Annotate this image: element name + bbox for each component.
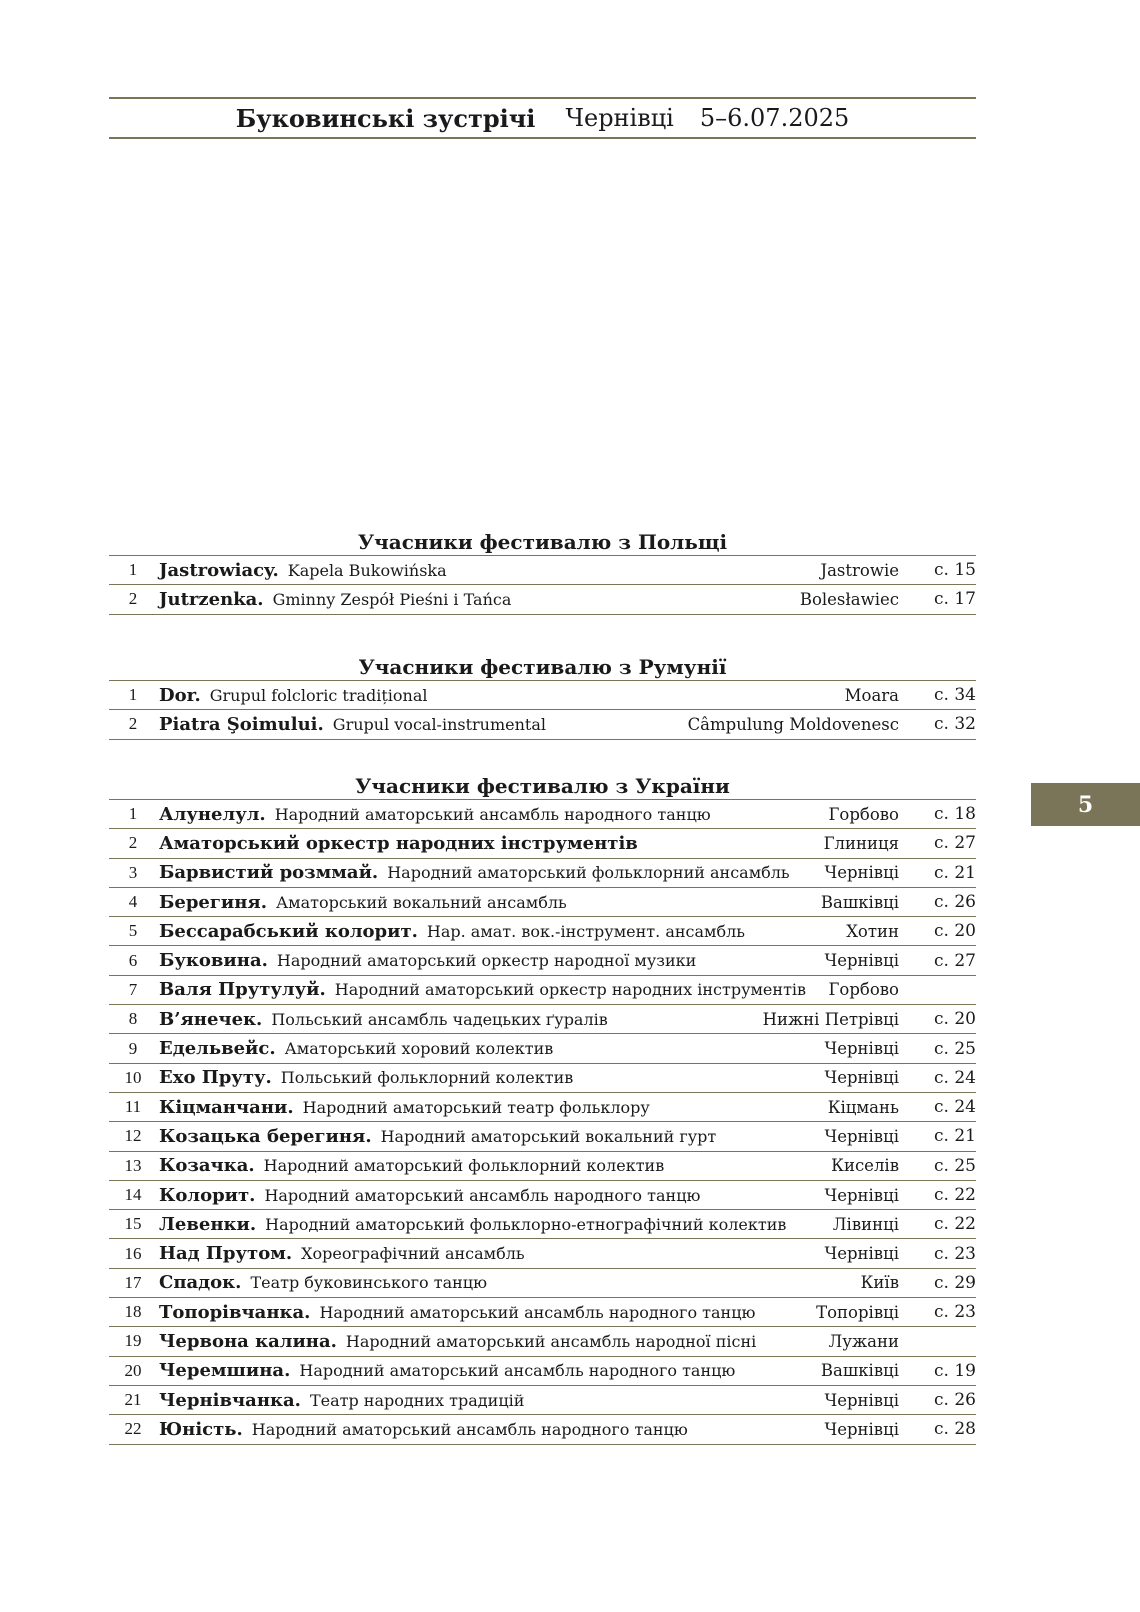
row-number: 1 bbox=[128, 685, 138, 705]
row-number: 11 bbox=[124, 1097, 142, 1117]
participant-row bbox=[109, 829, 976, 858]
ensemble-name: Аматорський оркестр народних інструментів bbox=[159, 832, 638, 854]
ensemble-description: Народний аматорський оркестр народних інструментів bbox=[334, 980, 807, 1000]
section-title: Учасники фестивалю з Румунії bbox=[109, 652, 976, 681]
ensemble-name: Ехо Пруту. bbox=[159, 1067, 272, 1089]
row-number: 1 bbox=[128, 804, 138, 824]
ensemble-description: Gminny Zespół Pieśni i Tańca bbox=[272, 589, 512, 609]
ensemble-name: Jastrowiacy. bbox=[159, 559, 279, 581]
ensemble-name: В’янечек. bbox=[159, 1008, 263, 1030]
participant-list bbox=[109, 800, 976, 1445]
ensemble-description: Народний аматорський ансамбль народної пісні bbox=[345, 1331, 757, 1351]
participant-row bbox=[109, 888, 976, 917]
ensemble-description: Grupul vocal-instrumental bbox=[332, 714, 547, 734]
ensemble-location: Топорівці bbox=[816, 1302, 899, 1322]
ensemble-name: Чернівчанка. bbox=[159, 1389, 301, 1411]
page-reference: с. 19 bbox=[934, 1360, 976, 1381]
ensemble-location: Câmpulung Moldovenesc bbox=[687, 714, 899, 734]
section-title: Учасники фестивалю з Польщі bbox=[109, 527, 976, 556]
ensemble-location: Чернівці bbox=[824, 863, 899, 883]
row-number: 13 bbox=[124, 1155, 142, 1175]
ensemble-description: Народний аматорський фольклорно-етнографічний колектив bbox=[265, 1214, 787, 1234]
participant-row bbox=[109, 800, 976, 829]
ensemble-name: Бессарабський колорит. bbox=[159, 920, 418, 942]
ensemble-description: Народний аматорський ансамбль народного танцю bbox=[274, 804, 711, 824]
ensemble-location: Вашківці bbox=[820, 1361, 899, 1381]
participant-row bbox=[109, 556, 976, 585]
ensemble-name: Dor. bbox=[159, 684, 201, 706]
row-number: 9 bbox=[128, 1038, 138, 1058]
ensemble-description: Народний аматорський ансамбль народного танцю bbox=[264, 1185, 701, 1205]
participant-row bbox=[109, 585, 976, 614]
ensemble-location: Чернівці bbox=[824, 1244, 899, 1264]
ensemble-description: Народний аматорський фольклорний колектив bbox=[263, 1156, 665, 1176]
ensemble-description: Аматорський вокальний ансамбль bbox=[276, 892, 567, 912]
participant-row bbox=[109, 859, 976, 888]
participant-row bbox=[109, 710, 976, 739]
ensemble-location: Горбово bbox=[828, 804, 899, 824]
participant-row bbox=[109, 946, 976, 975]
page-reference: с. 21 bbox=[934, 1126, 976, 1147]
page-reference: с. 28 bbox=[934, 1419, 976, 1440]
row-number: 18 bbox=[124, 1302, 142, 1322]
ensemble-description: Народний аматорський вокальний гурт bbox=[380, 1126, 717, 1146]
ensemble-description: Народний аматорський театр фольклору bbox=[302, 1097, 650, 1117]
page-reference: с. 23 bbox=[934, 1302, 976, 1323]
ensemble-name: Козацька берегиня. bbox=[159, 1125, 372, 1147]
row-number: 1 bbox=[128, 560, 138, 580]
ensemble-location: Moara bbox=[844, 685, 899, 705]
ensemble-location: Bolesławiec bbox=[799, 589, 899, 609]
ensemble-description: Народний аматорський фольклорний ансамбль bbox=[387, 863, 790, 883]
ensemble-location: Нижні Петрівці bbox=[762, 1009, 899, 1029]
ensemble-location: Чернівці bbox=[824, 1390, 899, 1410]
ensemble-description: Grupul folcloric tradițional bbox=[209, 685, 428, 705]
page-reference: с. 26 bbox=[934, 892, 976, 913]
ensemble-description: Театр буковинського танцю bbox=[250, 1273, 487, 1293]
ensemble-name: Черемшина. bbox=[159, 1360, 291, 1382]
ensemble-location: Киселів bbox=[831, 1156, 899, 1176]
page-header bbox=[109, 97, 976, 139]
page-number: 5 bbox=[1077, 791, 1094, 818]
row-number: 22 bbox=[124, 1419, 142, 1439]
page-reference: с. 22 bbox=[934, 1214, 976, 1235]
ensemble-location: Глиниця bbox=[823, 833, 899, 853]
row-number: 19 bbox=[124, 1331, 142, 1351]
participant-row bbox=[109, 1327, 976, 1356]
festival-dates: 5–6.07.2025 bbox=[699, 104, 850, 132]
ensemble-location: Чернівці bbox=[824, 1039, 899, 1059]
ensemble-location: Чернівці bbox=[824, 1419, 899, 1439]
ensemble-name: Едельвейс. bbox=[159, 1038, 276, 1060]
ensemble-description: Хореографічний ансамбль bbox=[301, 1244, 525, 1264]
page-reference: с. 25 bbox=[934, 1038, 976, 1059]
row-number: 2 bbox=[128, 589, 138, 609]
row-number: 2 bbox=[128, 833, 138, 853]
section-ukraine bbox=[109, 771, 976, 1445]
page-reference: с. 20 bbox=[934, 1009, 976, 1030]
row-number: 3 bbox=[128, 862, 138, 882]
row-number: 17 bbox=[124, 1272, 142, 1292]
participant-row bbox=[109, 917, 976, 946]
ensemble-name: Барвистий розммай. bbox=[159, 862, 379, 884]
row-number: 4 bbox=[128, 892, 138, 912]
ensemble-name: Над Прутом. bbox=[159, 1243, 293, 1265]
ensemble-description: Аматорський хоровий колектив bbox=[284, 1039, 554, 1059]
ensemble-location: Jastrowie bbox=[820, 560, 899, 580]
ensemble-location: Чернівці bbox=[824, 951, 899, 971]
page-reference: с. 20 bbox=[934, 921, 976, 942]
ensemble-name: Топорівчанка. bbox=[159, 1301, 311, 1323]
participant-list bbox=[109, 556, 976, 615]
participant-row bbox=[109, 1210, 976, 1239]
row-number: 8 bbox=[128, 1009, 138, 1029]
participant-row bbox=[109, 976, 976, 1005]
page-number-tab bbox=[1031, 783, 1140, 826]
ensemble-name: Колорит. bbox=[159, 1184, 256, 1206]
page-reference: с. 25 bbox=[934, 1155, 976, 1176]
participant-list bbox=[109, 681, 976, 740]
participant-row bbox=[109, 1181, 976, 1210]
section-romania bbox=[109, 652, 976, 740]
ensemble-location: Лівинці bbox=[832, 1214, 899, 1234]
row-number: 6 bbox=[128, 950, 138, 970]
ensemble-location: Кіцмань bbox=[827, 1097, 899, 1117]
ensemble-name: Червона калина. bbox=[159, 1330, 337, 1352]
ensemble-description: Польський ансамбль чадецьких ґуралів bbox=[271, 1009, 608, 1029]
page-reference: с. 24 bbox=[934, 1067, 976, 1088]
row-number: 16 bbox=[124, 1243, 142, 1263]
row-number: 5 bbox=[128, 921, 138, 941]
ensemble-name: Jutrzenka. bbox=[159, 588, 264, 610]
participant-row bbox=[109, 1005, 976, 1034]
section-title: Учасники фестивалю з України bbox=[109, 771, 976, 800]
ensemble-location: Чернівці bbox=[824, 1068, 899, 1088]
participant-row bbox=[109, 1357, 976, 1386]
ensemble-name: Спадок. bbox=[159, 1272, 242, 1294]
page-reference: с. 15 bbox=[934, 560, 976, 581]
page-reference: с. 17 bbox=[934, 589, 976, 610]
row-number: 21 bbox=[124, 1390, 142, 1410]
ensemble-location: Чернівці bbox=[824, 1185, 899, 1205]
ensemble-location: Лужани bbox=[828, 1331, 899, 1351]
ensemble-location: Вашківці bbox=[820, 892, 899, 912]
page-reference: с. 34 bbox=[934, 685, 976, 706]
ensemble-name: Берегиня. bbox=[159, 891, 267, 913]
ensemble-name: Piatra Şoimului. bbox=[159, 713, 324, 735]
row-number: 20 bbox=[124, 1360, 142, 1380]
ensemble-description: Польський фольклорний колектив bbox=[280, 1068, 574, 1088]
page-reference: с. 23 bbox=[934, 1243, 976, 1264]
participant-row bbox=[109, 1093, 976, 1122]
page-reference: с. 32 bbox=[934, 714, 976, 735]
festival-city: Чернівці bbox=[565, 104, 674, 132]
section-poland bbox=[109, 527, 976, 615]
row-number: 10 bbox=[124, 1067, 142, 1087]
page-reference: с. 18 bbox=[934, 804, 976, 825]
page-reference: с. 29 bbox=[934, 1272, 976, 1293]
row-number: 12 bbox=[124, 1126, 142, 1146]
participant-row bbox=[109, 1269, 976, 1298]
page-reference: с. 27 bbox=[934, 833, 976, 854]
ensemble-location: Хотин bbox=[846, 921, 899, 941]
ensemble-name: Козачка. bbox=[159, 1155, 255, 1177]
participant-row bbox=[109, 1415, 976, 1444]
row-number: 2 bbox=[128, 714, 138, 734]
ensemble-name: Кіцманчани. bbox=[159, 1096, 294, 1118]
participant-row bbox=[109, 1298, 976, 1327]
participant-row bbox=[109, 1239, 976, 1268]
participant-row bbox=[109, 681, 976, 710]
participant-row bbox=[109, 1064, 976, 1093]
ensemble-name: Буковина. bbox=[159, 950, 268, 972]
page-reference: с. 22 bbox=[934, 1185, 976, 1205]
row-number: 7 bbox=[128, 979, 138, 999]
ensemble-name: Юність. bbox=[159, 1418, 243, 1440]
row-number: 15 bbox=[124, 1214, 142, 1234]
ensemble-description: Народний аматорський ансамбль народного танцю bbox=[251, 1419, 688, 1439]
ensemble-description: Народний аматорський оркестр народної музики bbox=[276, 951, 697, 971]
ensemble-description: Kapela Bukowińska bbox=[287, 560, 447, 580]
ensemble-description: Народний аматорський ансамбль народного танцю bbox=[319, 1302, 756, 1322]
row-number: 14 bbox=[124, 1185, 142, 1204]
ensemble-description: Нар. амат. вок.-інструмент. ансамбль bbox=[426, 921, 745, 941]
page-reference: с. 21 bbox=[934, 862, 976, 883]
ensemble-location: Горбово bbox=[828, 980, 899, 1000]
participant-row bbox=[109, 1386, 976, 1415]
page-reference: с. 27 bbox=[934, 950, 976, 971]
ensemble-description: Народний аматорський ансамбль народного танцю bbox=[299, 1361, 736, 1381]
ensemble-location: Чернівці bbox=[824, 1126, 899, 1146]
ensemble-name: Алунелул. bbox=[159, 803, 266, 825]
participant-row bbox=[109, 1034, 976, 1063]
ensemble-description: Театр народних традицій bbox=[309, 1390, 525, 1410]
participant-row bbox=[109, 1122, 976, 1151]
ensemble-name: Валя Прутулуй. bbox=[159, 979, 326, 1001]
page-reference: с. 24 bbox=[934, 1097, 976, 1118]
page-reference: с. 26 bbox=[934, 1390, 976, 1411]
ensemble-location: Київ bbox=[860, 1273, 899, 1293]
ensemble-name: Левенки. bbox=[159, 1213, 257, 1235]
festival-title: Буковинські зустрічі bbox=[235, 103, 536, 133]
participant-row bbox=[109, 1152, 976, 1181]
